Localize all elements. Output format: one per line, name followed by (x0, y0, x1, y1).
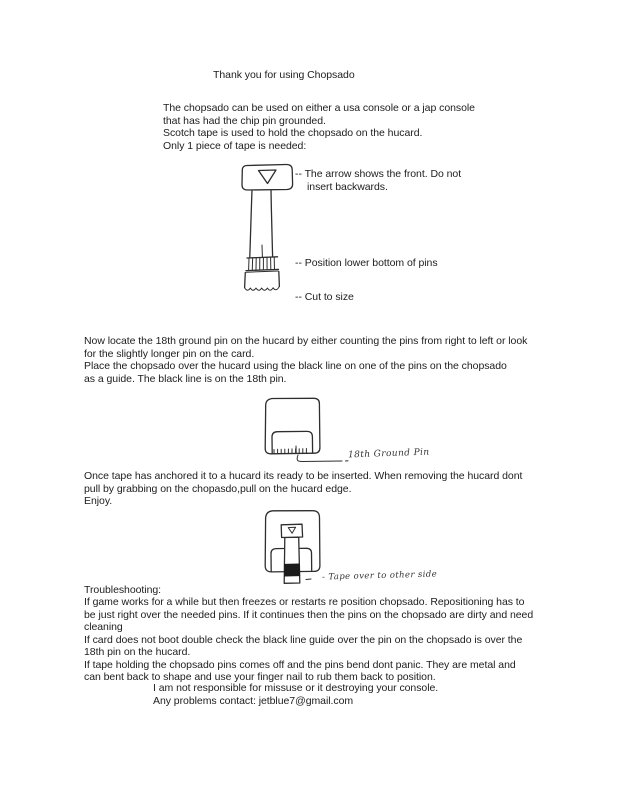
arrow-label-line1: -- The arrow shows the front. Do not (295, 168, 462, 180)
insert-paragraph (84, 470, 522, 508)
tape-right-edge (279, 272, 280, 287)
troubleshooting-line: be just right over the needed pins. If it continues then the pins on the chopsado are dirty and need (84, 608, 534, 621)
troubleshooting-line: 18th pin on the hucard. (84, 646, 191, 659)
device-head (242, 164, 293, 190)
intro-line: The chopsado can be used on either a usa console or a jap console (163, 102, 475, 114)
hucard-recess-right (300, 548, 312, 571)
pointer-dash (306, 579, 311, 580)
pins-band-bottom2 (246, 271, 278, 272)
stem-dark-band (285, 564, 300, 576)
intro-paragraph (163, 102, 475, 152)
front-arrow-icon (259, 170, 277, 184)
pointer-bracket (297, 455, 348, 462)
tape-cut-wavy-edge (245, 286, 280, 290)
intro-line: that has had the chip pin grounded. (163, 114, 326, 127)
locate-line: as a guide. The black line is on the 18th pin. (84, 372, 287, 385)
troubleshooting-section (84, 584, 533, 684)
locate-line: for the slightly longer pin on the card. (84, 347, 255, 360)
device-stem-left (250, 190, 252, 257)
pins-label: -- Position lower bottom of pins (295, 257, 438, 269)
intro-line: Only 1 piece of tape is needed: (163, 139, 307, 152)
troubleshooting-line: If game works for a while but then freezes or restarts re position chopsado. Repositioning has to (84, 596, 525, 609)
insert-line: pull by grabbing on the chopasdo,pull on the hucard edge. (84, 482, 352, 495)
chopsado-head (281, 524, 302, 537)
contact-line: Any problems contact: jetblue7@gmail.com (153, 695, 354, 707)
locate-paragraph (84, 335, 527, 385)
insert-line: Enjoy. (84, 495, 113, 508)
arrow-label-line2: insert backwards. (307, 181, 388, 193)
insert-line: Once tape has anchored it to a hucard its ready to be inserted. When removing the hucard dont (84, 470, 523, 482)
pins-band-top (247, 257, 278, 258)
handwritten-ground-pin-label: 18th Ground Pin (347, 447, 430, 461)
page-title: Thank you for using Chopsado (213, 69, 355, 81)
disclaimer-line: I am not responsible for missuse or it destroying your console. (153, 682, 439, 694)
locate-line: Place the chopsado over the hucard using the black line on one of the pins on the chopsado (84, 360, 507, 373)
pins-band-bottom (246, 269, 279, 270)
handwritten-tape-label: - Tape over to other side (321, 569, 438, 583)
device-stem-right (271, 190, 273, 257)
hucard-recess-left (271, 549, 284, 572)
locate-line: Now locate the 18th ground pin on the hucard by either counting the pins from right to left or look (84, 335, 528, 347)
cut-label: -- Cut to size (295, 291, 354, 303)
intro-line: Scotch tape is used to hold the chopsado on the hucard. (163, 127, 423, 140)
troubleshooting-line: If tape holding the chopsado pins comes off and the pins bend dont panic. They are metal and (84, 658, 516, 671)
troubleshooting-line: can bent back to shape and use your finger nail to rub them back to position. (84, 671, 436, 684)
troubleshooting-line: If card does not boot double check the black line guide over the pin on the chopsado is over the (84, 633, 523, 646)
troubleshooting-heading: Troubleshooting: (84, 584, 162, 596)
tape-left-edge (245, 273, 246, 288)
hucard-outline (265, 398, 320, 454)
footer-section (153, 682, 438, 708)
troubleshooting-line: cleaning (84, 621, 123, 634)
